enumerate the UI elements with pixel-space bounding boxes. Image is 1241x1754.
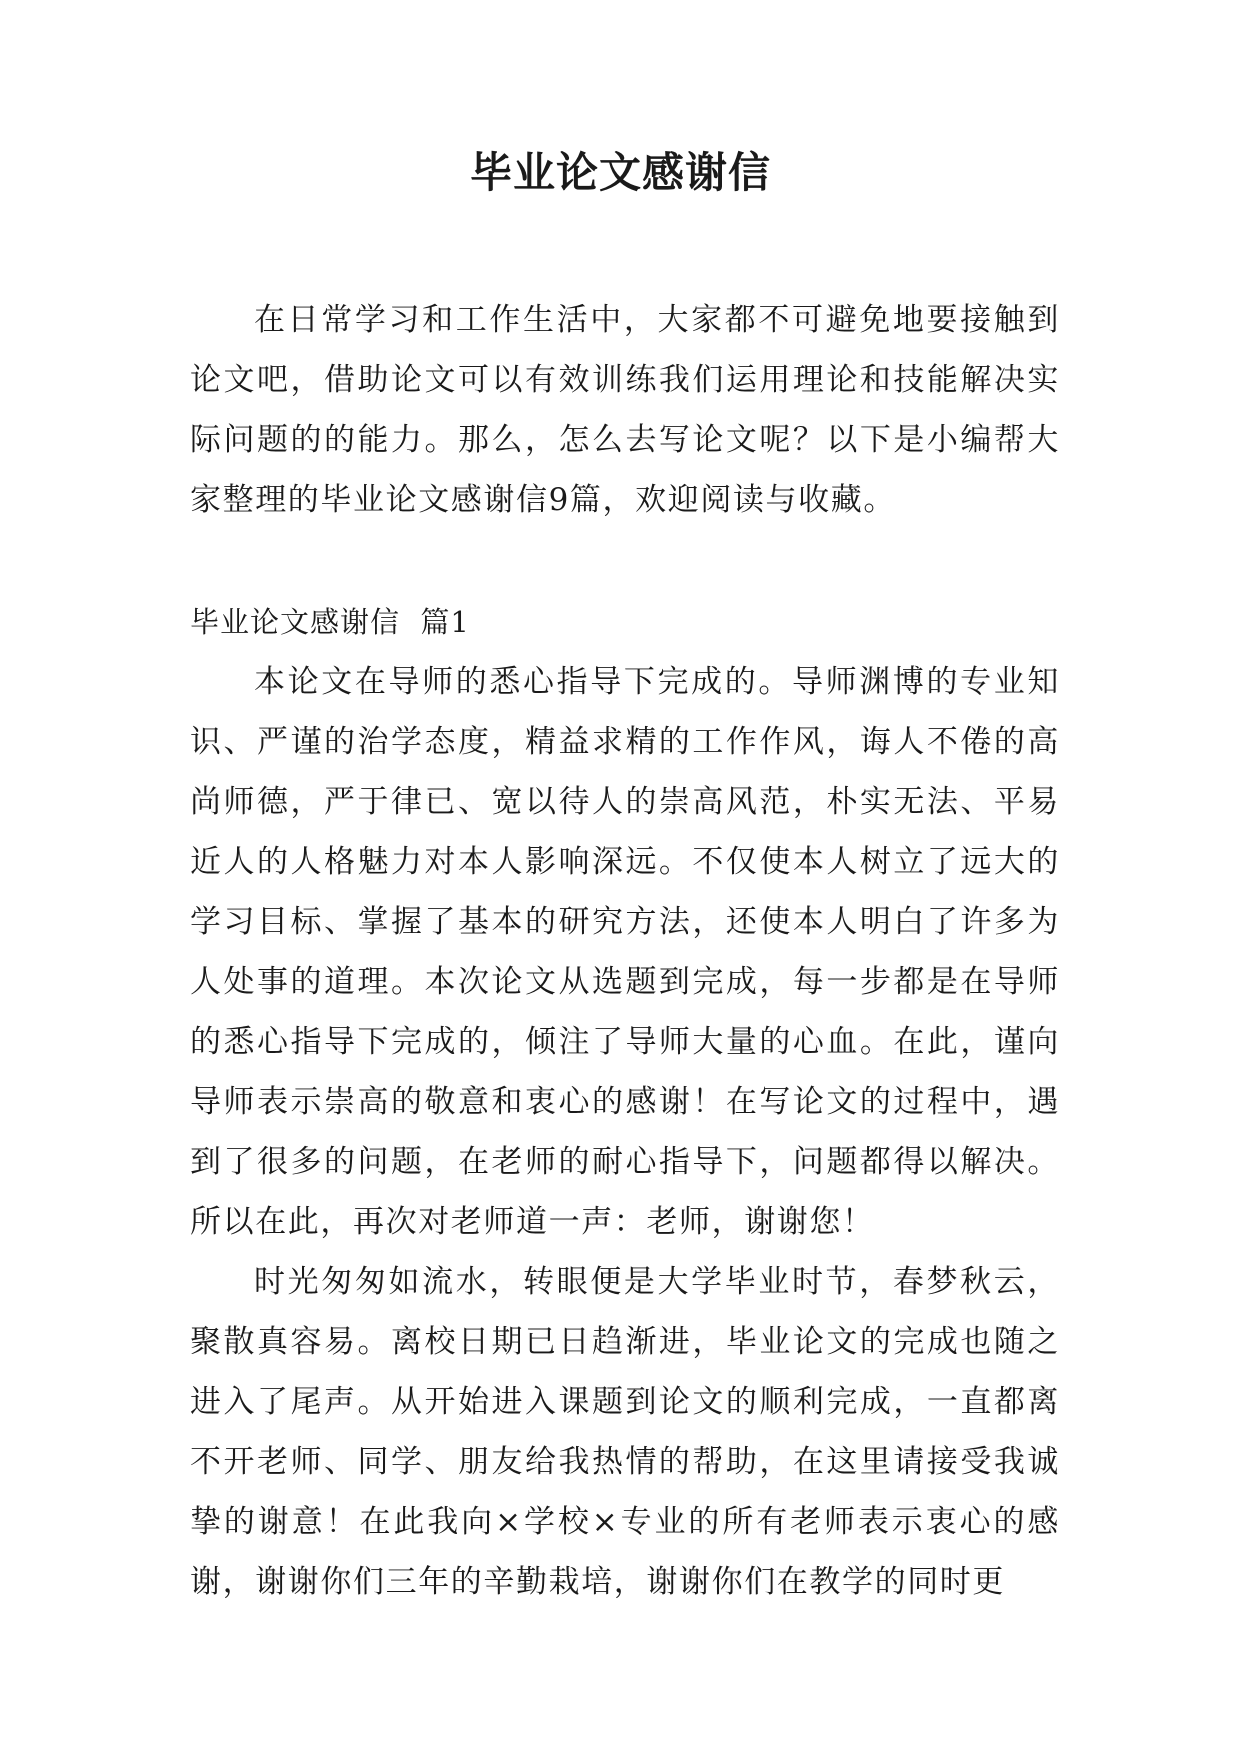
document-title: 毕业论文感谢信 bbox=[469, 148, 771, 197]
body-paragraph-1: 本论文在导师的悉心指导下完成的。导师渊博的专业知识、严谨的治学态度，精益求精的工作作风，诲人不倦的高尚师德，严于律已、宽以待人的崇高风范，朴实无法、平易近人的人格魅力对本人影响深远。不仅使本人树立了远大的学习目标、掌握了基本的研究方法，还使本人明白了许多为人处事的道理。本次论文从选题到完成，每一步都是在导师的悉心指导下完成的，倾注了导师大量的心血。在此，谨向导师表示崇高的敬意和衷心的感谢！在写论文的过程中，遇到了很多的问题，在老师的耐心指导下，问题都得以解决。所以在此，再次对老师道一声：老师，谢谢您！ bbox=[190, 664, 1060, 1240]
document-body bbox=[190, 290, 1060, 1612]
body-paragraph-2: 时光匆匆如流水，转眼便是大学毕业时节，春梦秋云，聚散真容易。离校日期已日趋渐进，毕业论文的完成也随之进入了尾声。从开始进入课题到论文的顺利完成，一直都离不开老师、同学、朋友给我热情的帮助，在这里请接受我诚挚的谢意！在此我向×学校×专业的所有老师表示衷心的感谢，谢谢你们三年的辛勤栽培，谢谢你们在教学的同时更 bbox=[190, 1264, 1060, 1600]
intro-paragraph: 在日常学习和工作生活中，大家都不可避免地要接触到论文吧，借助论文可以有效训练我们运用理论和技能解决实际问题的的能力。那么，怎么去写论文呢？以下是小编帮大家整理的毕业论文感谢信9篇，欢迎阅读与收藏。 bbox=[190, 302, 1060, 518]
section-heading: 毕业论文感谢信 篇1 bbox=[190, 605, 470, 639]
